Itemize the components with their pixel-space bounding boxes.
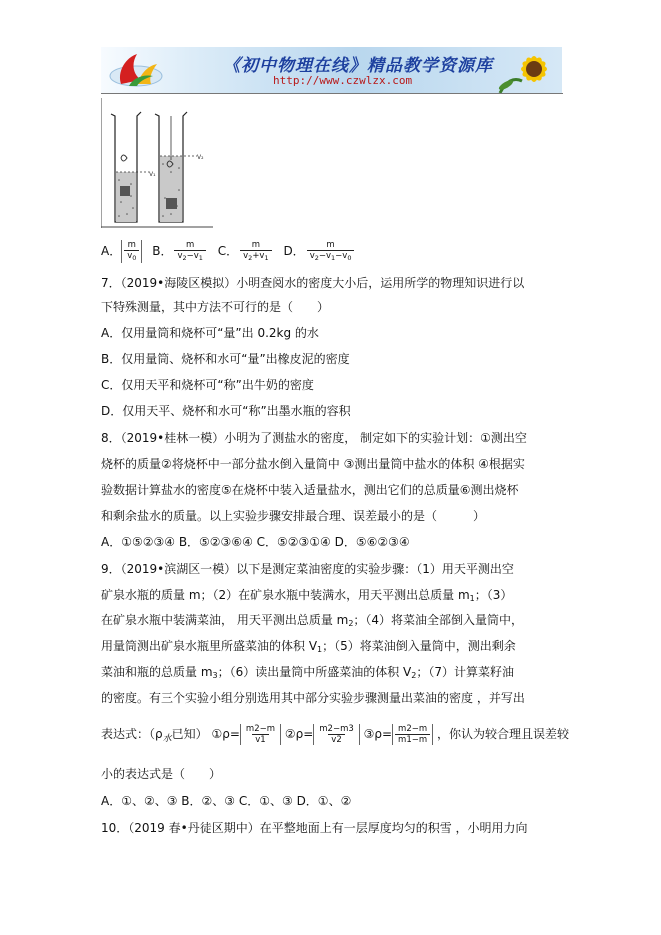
q8-options[interactable]: A．①⑤②③④ B．⑤②③⑥④ C．⑤②③①④ D．⑤⑥②③④ (101, 535, 410, 549)
logo-icon (107, 50, 165, 90)
q7-stem-line1: 7．（2019•海陵区模拟）小明查阅水的密度大小后，运用所学的物理知识进行以 (101, 276, 525, 290)
q6-option-d[interactable]: D． $\frac{m}{v_2-v_1-v_0}$ (283, 240, 356, 263)
figure-label-v1: V₁ (149, 171, 156, 178)
q7-option-c[interactable]: C．仅用天平和烧杯可“称”出牛奶的密度 (101, 378, 314, 392)
q9-stem-line4: 用量筒测出矿泉水瓶里所盛菜油的体积 V1；（5）将菜油倒入量筒中，测出剩余 (101, 639, 516, 654)
q9-stem-line1: 9．（2019•滨湖区一模）以下是测定菜油密度的实验步骤：（1）用天平测出空 (101, 562, 514, 576)
q9-options[interactable]: A．①、②、③ B．②、③ C．①、③ D．①、② (101, 794, 352, 808)
q9-formula-2: ②ρ= $\frac{m2-m3}{v2}$ (285, 727, 360, 741)
q9-expressions: 表达式：（$\rho_水$已知） ①ρ= $\frac{m2-m}{v1}$ ②ρ= $\frac{m2-m3}{v2}$ ③ρ= $\frac{m2-m}{m1-m}$ ，你认为较合理且误差较 (101, 724, 569, 745)
cylinder-figure (101, 98, 213, 228)
q7-option-d[interactable]: D．仅用天平、烧杯和水可“称”出墨水瓶的容积 (101, 404, 351, 418)
q7-stem-line2: 下特殊测量，其中方法不可行的是（ ） (101, 300, 330, 314)
q6-option-b[interactable]: B． $\frac{m}{v_2-v_1}$ (152, 240, 208, 263)
q9-formula-1: ①ρ= $\frac{m2-m}{v1}$ (211, 727, 281, 741)
header-rule (101, 93, 563, 94)
q8-stem-line1: 8．（2019•桂林一模）小明为了测盐水的密度， 制定如下的实验计划：①测出空 (101, 431, 527, 445)
header-banner (101, 47, 562, 93)
figure-label-v2: V₂ (197, 154, 204, 161)
banner-title: 《初中物理在线》精品教学资源库 (223, 56, 493, 76)
q9-stem-line3: 在矿泉水瓶中装满菜油， 用天平测出总质量 m2；（4）将菜油全部倒入量筒中， (101, 613, 524, 628)
q8-stem-line3: 验数据计算盐水的密度⑤在烧杯中装入适量盐水，测出它们的总质量⑥测出烧杯 (101, 483, 519, 497)
q6-option-c[interactable]: C． $\frac{m}{v_2+v_1}$ (218, 240, 274, 263)
q9-stem-line6: 的密度。有三个实验小组分别选用其中部分实验步骤测量出菜油的密度 ，并写出 (101, 691, 525, 705)
banner-url: http://www.czwlzx.com (273, 74, 413, 87)
q8-stem-line2: 烧杯的质量②将烧杯中一部分盐水倒入量筒中 ③测出量筒中盐水的体积 ④根据实 (101, 457, 525, 471)
q6-option-a[interactable]: A． $\frac{m}{v_0}$ (101, 240, 142, 263)
q7-option-a[interactable]: A．仅用量筒和烧杯可“量”出 0.2kg 的水 (101, 326, 319, 340)
sunflower-icon (492, 47, 562, 93)
q8-stem-line4: 和剩余盐水的质量。以上实验步骤安排最合理、误差最小的是（ ） (101, 509, 486, 523)
q9-stem-line8: 小的表达式是（ ） (101, 767, 222, 781)
q10-stem-line1: 10．（2019 春•丹徒区期中）在平整地面上有一层厚度均匀的积雪 ，小明用力向 (101, 821, 528, 835)
q9-stem-line2: 矿泉水瓶的质量 m；（2）在矿泉水瓶中装满水，用天平测出总质量 m1；（3） (101, 588, 513, 603)
q7-option-b[interactable]: B．仅用量筒、烧杯和水可“量”出橡皮泥的密度 (101, 352, 350, 366)
q6-options (101, 240, 362, 263)
q9-stem-line5: 菜油和瓶的总质量 m3；（6）读出量筒中所盛菜油的体积 V2；（7）计算菜籽油 (101, 665, 515, 680)
q9-formula-3: ③ρ= $\frac{m2-m}{m1-m}$ (364, 727, 434, 741)
